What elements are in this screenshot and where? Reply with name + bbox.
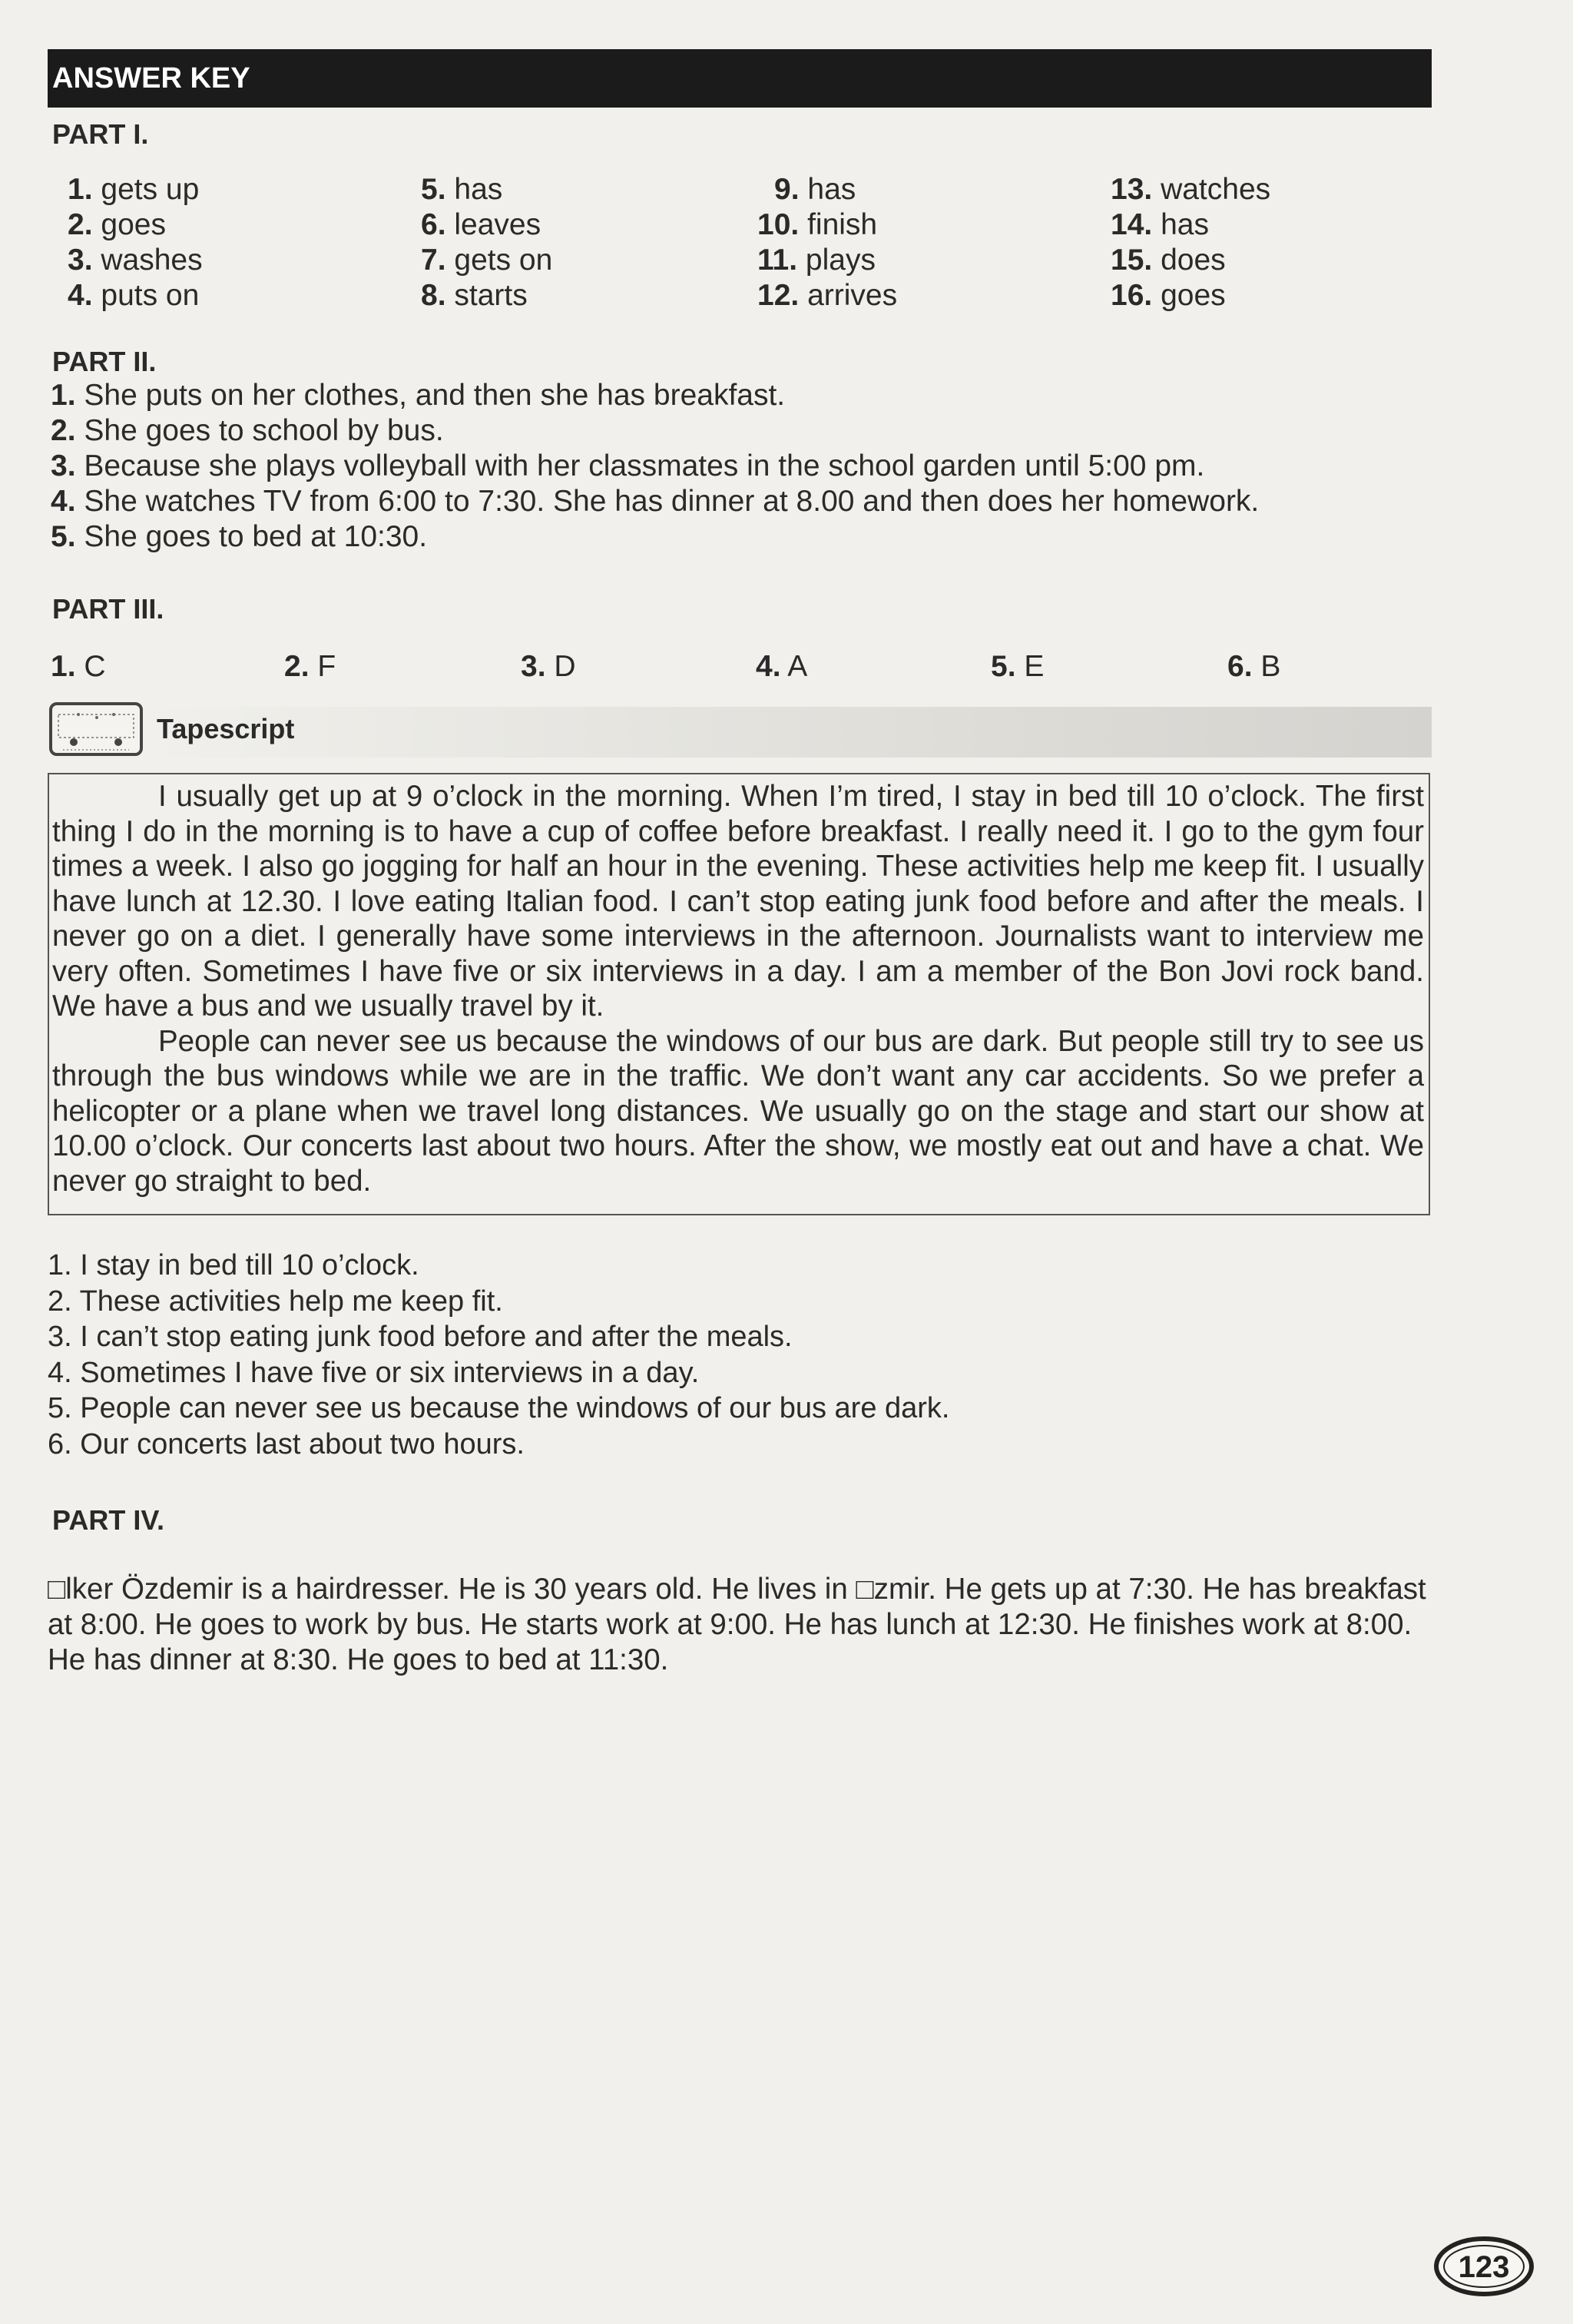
part2-answer: 3. Because she plays volleyball with her classmates in the school garden until 5:00 pm. <box>51 449 1205 482</box>
part2-answer: 4. She watches TV from 6:00 to 7:30. She has dinner at 8.00 and then does her homework. <box>51 485 1260 518</box>
part4-heading: PART IV. <box>52 1504 165 1536</box>
list-item: 5. People can never see us because the windows of our bus are dark. <box>48 1392 950 1424</box>
tapescript-paragraph: I usually get up at 9 o’clock in the morning. When I’m tired, I stay in bed till 10 o’clock. The first thing I do in the morning is to have a cup of coffee before breakfast. I really need it. I go to the gym four times a week. I also go jogging for half an hour in the evening. These activities help me keep fit. I usually have lunch at 12.30. I love eating Italian food. I can’t stop eating junk food before and after the meals. I never go on a diet. I generally have some interviews in the afternoon. Journalists want to interview me very often. Sometimes I have five or six interviews in a day. I am a member of the Bon Jovi rock band. We have a bus and we usually travel by it. <box>52 780 1424 1023</box>
part1-answer: 13. watches <box>1111 173 1271 206</box>
list-item: 4. Sometimes I have five or six interviews in a day. <box>48 1356 700 1389</box>
tapescript-bar <box>138 707 1432 758</box>
part2-answers <box>51 378 1259 555</box>
list-item: 3. I can’t stop eating junk food before and after the meals. <box>48 1321 793 1353</box>
part3-answer: 1. C <box>51 650 106 683</box>
part1-answer: 12. arrives <box>757 279 898 312</box>
part1-answer: 5. has <box>421 173 503 206</box>
part1-answer: 10. finish <box>757 208 878 241</box>
list-item: 1. I stay in bed till 10 o’clock. <box>48 1249 419 1281</box>
part1-answer: 16. goes <box>1111 279 1226 312</box>
part1-answer: 7. gets on <box>421 244 553 277</box>
part1-answer: 1. gets up <box>68 173 200 206</box>
part1-answer: 6. leaves <box>421 208 541 241</box>
part1-heading: PART I. <box>52 118 149 150</box>
part3-answer: 6. B <box>1227 650 1281 683</box>
part3-answer: 5. E <box>991 650 1045 683</box>
part2-answer: 2. She goes to school by bus. <box>51 414 444 447</box>
part1-answer: 3. washes <box>68 244 203 277</box>
part1-answer: 9. has <box>774 173 856 206</box>
list-item: 2. These activities help me keep fit. <box>48 1285 503 1318</box>
part3-answer: 4. A <box>756 650 808 683</box>
page-number: 123 <box>1458 2250 1510 2284</box>
tapescript-label: Tapescript <box>157 713 295 744</box>
part1-answer: 8. starts <box>421 279 528 312</box>
part1-answer: 14. has <box>1111 208 1209 241</box>
tapescript-paragraph: People can never see us because the windows of our bus are dark. But people still try to see us through the bus windows while we are in the traffic. We don’t want any car accidents. So we prefer a helicopter or a plane when we travel long distances. We usually go on the stage and start our show at 10.00 o’clock. Our concerts last about two hours. After the show, we mostly eat out and have a chat. We never go straight to bed. <box>52 1024 1424 1198</box>
part1-answer: 4. puts on <box>68 279 200 312</box>
answer-key-header: ANSWER KEY <box>48 49 1432 108</box>
part1-answer: 11. plays <box>757 244 876 277</box>
page-number-badge <box>1432 2234 1536 2299</box>
part3-answer: 3. D <box>521 650 576 683</box>
part2-heading: PART II. <box>52 346 157 377</box>
part1-answer: 2. goes <box>68 208 166 241</box>
cassette-tape-icon <box>48 701 146 759</box>
part3-answer: 2. F <box>284 650 336 683</box>
tapescript-box <box>48 773 1430 1215</box>
list-item: 6. Our concerts last about two hours. <box>48 1427 525 1460</box>
part1-answer: 15. does <box>1111 244 1226 277</box>
part4-paragraph: □lker Özdemir is a hairdresser. He is 30 years old. He lives in □zmir. He gets up at 7:30. He has breakfast at 8:00. He goes to work by bus. He starts work at 9:00. He has lunch at 12:30. He finishes work at 8:00. He has dinner at 8:30. He goes to bed at 11:30. <box>48 1573 1426 1676</box>
part3-heading: PART III. <box>52 593 164 625</box>
tapescript-sentences <box>48 1248 950 1462</box>
part2-answer: 1. She puts on her clothes, and then she has breakfast. <box>51 379 786 412</box>
part2-answer: 5. She goes to bed at 10:30. <box>51 520 428 553</box>
